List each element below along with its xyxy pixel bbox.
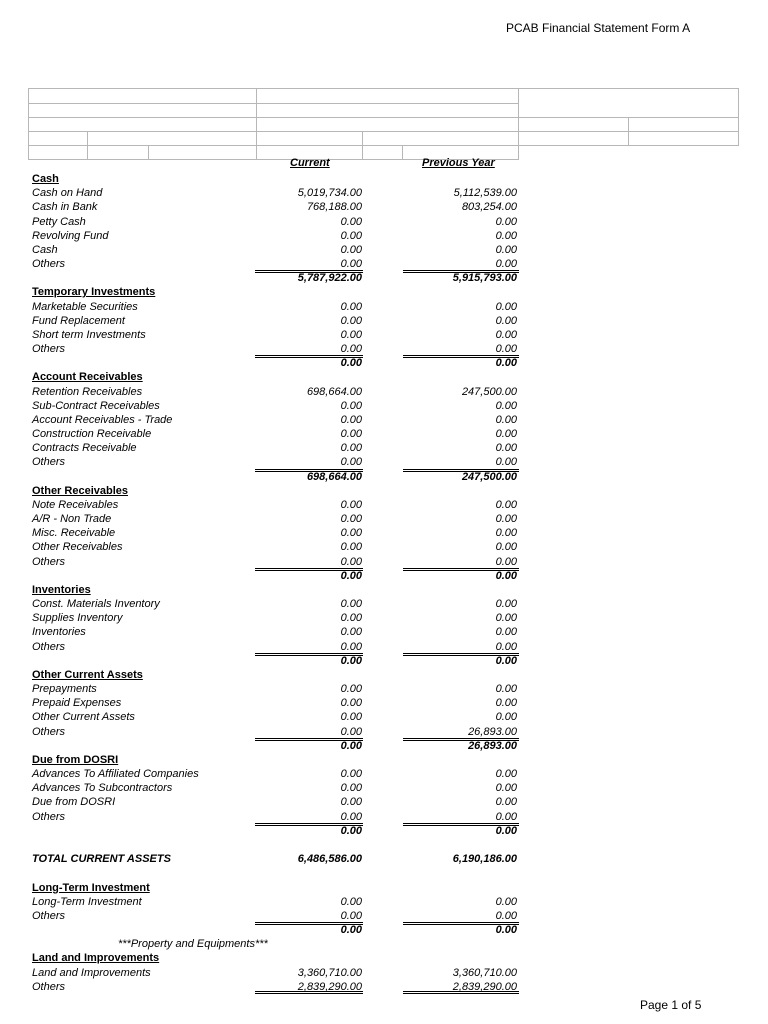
line-item-row [0,781,768,795]
line-item-row [0,300,768,314]
row-label: Inventories [32,583,91,596]
row-label: Advances To Affiliated Companies [32,768,199,781]
total-double-rule [403,922,519,925]
value-current: 0.00 [340,796,362,809]
value-current: 0.00 [340,498,362,511]
row-label: Const. Materials Inventory [32,598,160,611]
value-previous-year: 0.00 [495,555,517,568]
value-current: 0.00 [340,711,362,724]
line-item-row [0,243,768,257]
section-heading [0,583,768,597]
total-double-rule [255,922,363,925]
value-previous-year: 0.00 [495,612,517,625]
row-label: Due from DOSRI [32,796,116,809]
value-current: 768,188.00 [306,201,362,214]
value-previous-year: 26,893.00 [468,725,517,738]
section-total-row [0,923,768,937]
row-label: Petty Cash [32,215,86,228]
section-total-row [0,271,768,285]
row-label: Others [32,258,66,271]
line-item-row [0,186,768,200]
section-total-row [0,654,768,668]
value-current: 0.00 [340,569,362,582]
row-label: Note Receivables [32,498,119,511]
value-previous-year: 0.00 [495,343,517,356]
total-double-rule [255,738,363,741]
value-current: 0.00 [340,229,362,242]
row-label: Cash on Hand [32,187,103,200]
line-item-row [0,555,768,569]
value-previous-year: 0.00 [495,824,517,837]
value-current: 698,664.00 [306,385,362,398]
line-item-row [0,215,768,229]
section-heading [0,285,768,299]
line-item-row [0,257,768,271]
row-label: Construction Receivable [32,428,152,441]
value-previous-year: 0.00 [495,895,517,908]
line-item-row [0,810,768,824]
value-current: 0.00 [340,527,362,540]
line-item-row [0,640,768,654]
row-label: Cash [32,243,58,256]
value-current: 3,360,710.00 [297,966,362,979]
value-previous-year: 6,190,186.00 [452,853,517,866]
total-double-rule [403,991,519,994]
section-total-row [0,569,768,583]
value-previous-year: 0.00 [495,810,517,823]
value-current: 0.00 [340,357,362,370]
value-previous-year: 0.00 [495,569,517,582]
value-previous-year: 0.00 [495,626,517,639]
value-current: 0.00 [340,626,362,639]
value-current: 0.00 [340,824,362,837]
value-previous-year: 26,893.00 [468,739,517,752]
value-current: 0.00 [340,654,362,667]
section-divider-caption [0,937,768,951]
total-double-rule [255,355,363,358]
row-label: Others [32,980,66,993]
value-previous-year: 5,915,793.00 [452,272,517,285]
value-current: 0.00 [340,513,362,526]
value-current: 0.00 [340,555,362,568]
section-heading [0,370,768,384]
value-current: 0.00 [340,768,362,781]
value-previous-year: 0.00 [495,413,517,426]
section-total-row [0,470,768,484]
line-item-row [0,909,768,923]
line-item-row [0,795,768,809]
value-current: 0.00 [340,810,362,823]
total-double-rule [255,823,363,826]
line-item-row [0,597,768,611]
row-label: Others [32,810,66,823]
value-current: 0.00 [340,909,362,922]
value-previous-year: 0.00 [495,640,517,653]
row-label: Land and Improvements [32,952,160,965]
line-item-row [0,625,768,639]
total-double-rule [403,823,519,826]
row-label: Contracts Receivable [32,442,137,455]
line-item-row [0,342,768,356]
row-label: Prepaid Expenses [32,697,122,710]
value-current: 0.00 [340,683,362,696]
value-previous-year: 0.00 [495,513,517,526]
value-current: 0.00 [340,598,362,611]
line-item-row [0,966,768,980]
section-heading [0,951,768,965]
value-previous-year: 5,112,539.00 [453,187,517,200]
value-current: 0.00 [340,895,362,908]
value-previous-year: 0.00 [495,909,517,922]
value-current: 0.00 [340,612,362,625]
total-double-rule [403,568,519,571]
row-label: Other Current Assets [32,711,135,724]
line-item-row [0,682,768,696]
row-label: Account Receivables [32,371,143,384]
value-previous-year: 0.00 [495,314,517,327]
value-current: 0.00 [340,258,362,271]
total-double-rule [255,991,363,994]
line-item-row [0,696,768,710]
line-item-row [0,767,768,781]
line-item-row [0,385,768,399]
row-label: Others [32,555,66,568]
line-item-row [0,229,768,243]
value-current: 0.00 [340,413,362,426]
value-previous-year: 0.00 [495,768,517,781]
value-previous-year: 2,839,290.00 [452,980,517,993]
value-previous-year: 0.00 [495,428,517,441]
section-total-row [0,356,768,370]
section-heading [0,753,768,767]
row-label: Sub-Contract Receivables [32,399,160,412]
form-title: PCAB Financial Statement Form A [506,21,691,35]
total-double-rule [403,469,519,472]
section-heading [0,881,768,895]
row-label: Marketable Securities [32,300,138,313]
value-current: 0.00 [340,428,362,441]
total-double-rule [255,469,363,472]
line-item-row [0,526,768,540]
value-current: 0.00 [340,215,362,228]
line-item-row [0,200,768,214]
value-current: 0.00 [340,456,362,469]
value-current: 0.00 [340,924,362,936]
value-previous-year: 0.00 [495,711,517,724]
row-label: Other Current Assets [32,668,143,681]
value-previous-year: 0.00 [495,782,517,795]
line-item-row [0,413,768,427]
line-item-row [0,427,768,441]
line-item-row [0,540,768,554]
line-item-row [0,725,768,739]
value-previous-year: 0.00 [495,229,517,242]
row-label: Other Receivables [32,541,123,554]
value-previous-year: 0.00 [495,215,517,228]
row-label: Long-Term Investment [32,881,150,894]
row-label: A/R - Non Trade [32,513,112,526]
value-previous-year: 0.00 [495,527,517,540]
section-heading [0,668,768,682]
total-double-rule [255,270,363,273]
grand-total-row [0,852,768,866]
line-item-row [0,512,768,526]
section-heading [0,172,768,186]
line-item-row [0,314,768,328]
row-label: Cash in Bank [32,201,98,214]
value-current: 0.00 [340,697,362,710]
value-current: 2,839,290.00 [297,980,362,993]
row-label: Long-Term Investment [32,895,142,908]
value-previous-year: 0.00 [495,598,517,611]
row-label: ***Property and Equipments*** [118,938,268,951]
value-current: 0.00 [340,243,362,256]
value-current: 5,019,734.00 [297,187,362,200]
row-label: Misc. Receivable [32,527,116,540]
line-item-row [0,399,768,413]
value-previous-year: 0.00 [495,683,517,696]
row-label: Other Receivables [32,484,128,497]
total-double-rule [255,653,363,656]
section-total-row [0,739,768,753]
line-item-row [0,498,768,512]
row-label: Temporary Investments [32,286,156,299]
row-label: Fund Replacement [32,314,125,327]
page-number: Page 1 of 5 [640,998,702,1012]
total-double-rule [255,568,363,571]
value-previous-year: 247,500.00 [461,470,517,483]
line-item-row [0,328,768,342]
line-item-row [0,611,768,625]
line-item-row [0,441,768,455]
row-label: Account Receivables - Trade [32,413,173,426]
value-current: 0.00 [340,725,362,738]
value-previous-year: 0.00 [495,654,517,667]
row-label: Inventories [32,626,86,639]
value-previous-year: 0.00 [495,399,517,412]
value-previous-year: 0.00 [495,258,517,271]
row-label: Others [32,909,66,922]
value-previous-year: 0.00 [495,456,517,469]
line-item-row [0,455,768,469]
row-label: Short term Investments [32,328,146,341]
total-double-rule [403,270,519,273]
value-current: 698,664.00 [306,470,362,483]
value-previous-year: 0.00 [495,442,517,455]
value-previous-year: 0.00 [495,924,517,936]
value-previous-year: 0.00 [495,498,517,511]
value-previous-year: 3,360,710.00 [452,966,517,979]
total-double-rule [403,355,519,358]
row-label: Advances To Subcontractors [32,782,173,795]
row-label: Supplies Inventory [32,612,123,625]
value-current: 0.00 [340,300,362,313]
row-label: Others [32,456,66,469]
value-current: 0.00 [340,782,362,795]
row-label: Others [32,343,66,356]
value-current: 0.00 [340,442,362,455]
total-double-rule [403,653,519,656]
value-previous-year: 0.00 [495,697,517,710]
value-current: 0.00 [340,739,362,752]
value-previous-year: 0.00 [495,541,517,554]
row-label: Cash [32,173,59,185]
line-item-row [0,980,768,994]
value-current: 0.00 [340,399,362,412]
value-current: 5,787,922.00 [297,272,362,285]
row-label: Revolving Fund [32,229,109,242]
value-current: 6,486,586.00 [297,853,362,866]
column-header-current: Current [290,157,330,169]
value-current: 0.00 [340,343,362,356]
value-previous-year: 0.00 [495,243,517,256]
row-label: Retention Receivables [32,385,143,398]
line-item-row [0,710,768,724]
value-previous-year: 247,500.00 [461,385,517,398]
total-double-rule [403,738,519,741]
value-previous-year: 803,254.00 [461,201,517,214]
row-label: Others [32,640,66,653]
row-label: Due from DOSRI [32,753,119,766]
value-current: 0.00 [340,328,362,341]
value-previous-year: 0.00 [495,300,517,313]
value-previous-year: 0.00 [495,328,517,341]
line-item-row [0,895,768,909]
value-previous-year: 0.00 [495,796,517,809]
section-total-row [0,824,768,838]
section-heading [0,484,768,498]
value-current: 0.00 [340,541,362,554]
column-header-previous-year: Previous Year [422,157,495,169]
row-label: Prepayments [32,683,97,696]
row-label: TOTAL CURRENT ASSETS [32,853,171,866]
value-previous-year: 0.00 [495,357,517,370]
row-label: Land and Improvements [32,966,151,979]
row-label: Others [32,725,66,738]
value-current: 0.00 [340,640,362,653]
value-current: 0.00 [340,314,362,327]
